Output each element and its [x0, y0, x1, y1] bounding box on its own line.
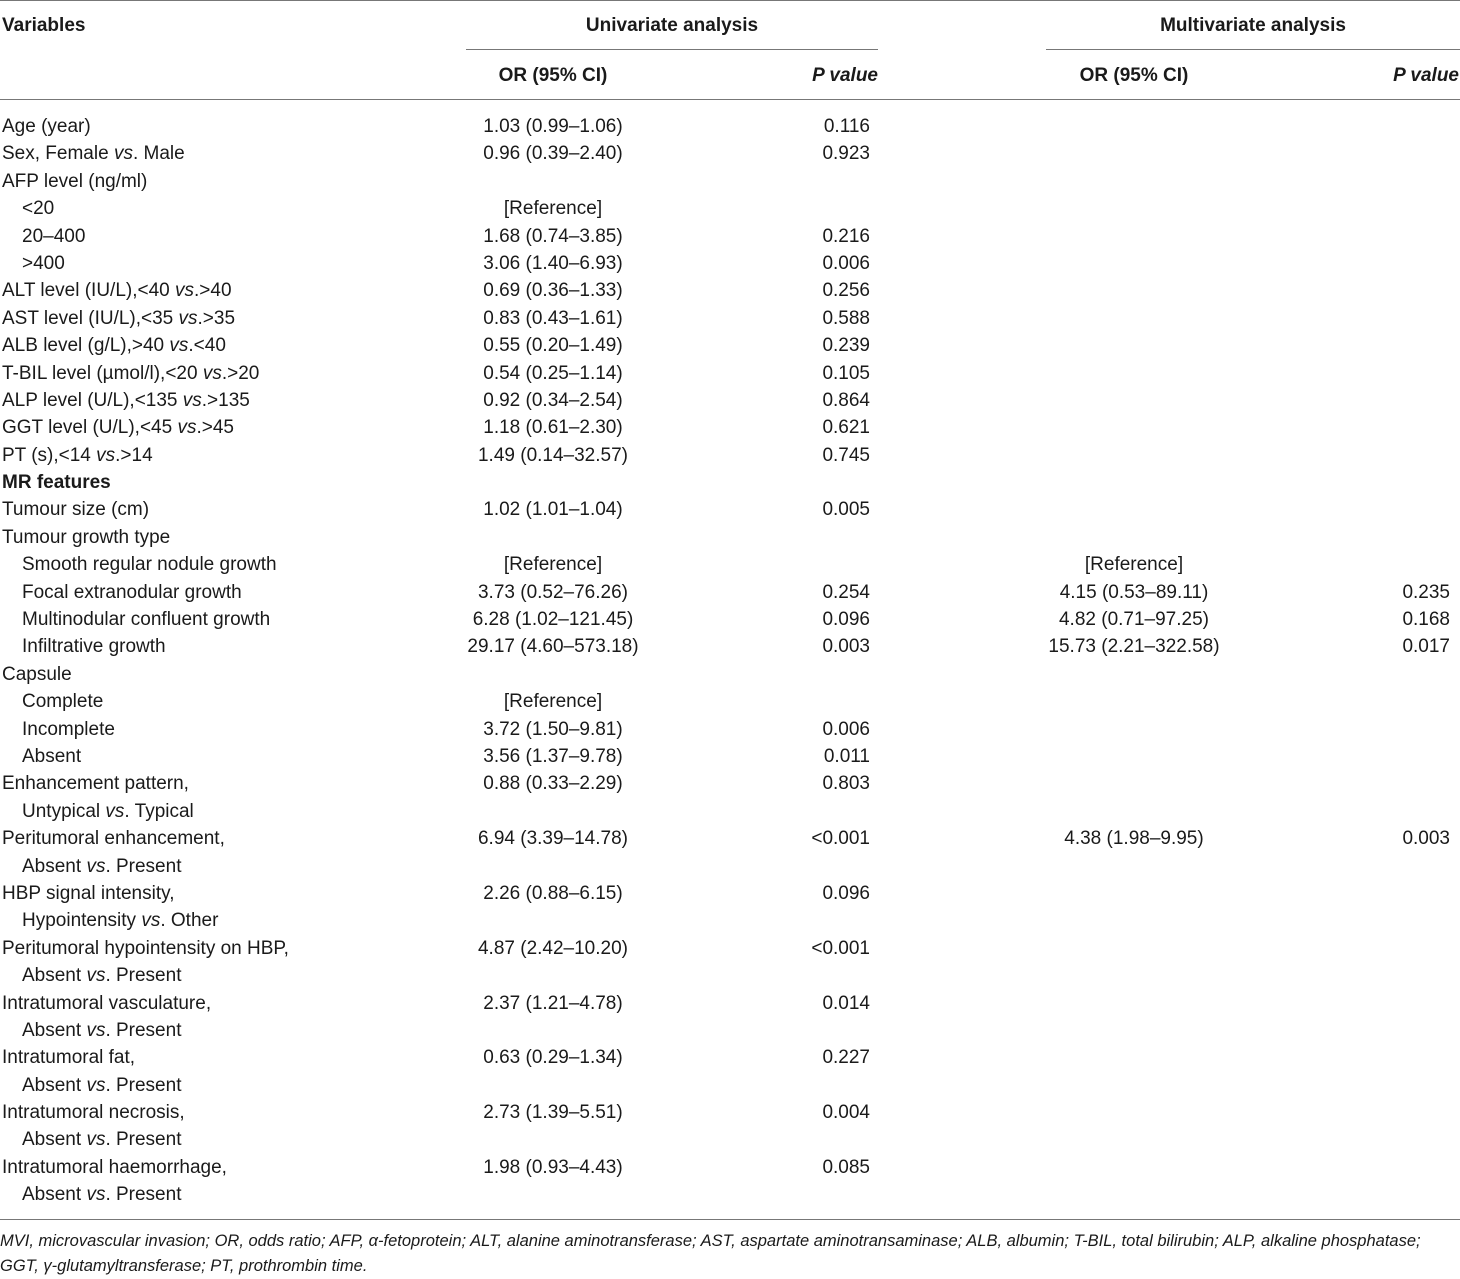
variable-cell: Absent vs. Present — [22, 965, 182, 987]
subheader-univariate-p-text: P value — [812, 65, 878, 86]
variable-cell: Age (year) — [2, 116, 91, 137]
table-row — [0, 524, 1460, 551]
univariate-or-cell: 3.73 (0.52–76.26) — [477, 581, 628, 603]
table-row — [0, 579, 1460, 606]
multivariate-p-cell: 0.017 — [1402, 636, 1450, 658]
table-row — [0, 688, 1460, 715]
univariate-or-cell: 1.18 (0.61–2.30) — [483, 417, 623, 439]
univariate-or-cell: 0.96 (0.39–2.40) — [483, 143, 623, 165]
table-row — [0, 743, 1460, 770]
table-row — [0, 962, 1460, 989]
multivariate-p-cell: 0.235 — [1402, 581, 1450, 603]
table-row — [0, 223, 1460, 250]
table-row — [0, 496, 1460, 523]
univariate-or-cell: 0.54 (0.25–1.14) — [483, 362, 623, 384]
table-footnote: MVI, microvascular invasion; OR, odds ratio; AFP, α-fetoprotein; ALT, alanine aminotransferase; AST, aspartate aminotransaminase; ALB, albumin; T-BIL, total bilirubin; ALP, alkaline phosphatase; GGT, γ-glutamyltransferase; PT, prothrombin time. — [0, 1232, 1421, 1275]
multivariate-or-cell: 15.73 (2.21–322.58) — [1048, 636, 1220, 658]
subheader-multivariate-or: OR (95% CI) — [1079, 65, 1189, 86]
subheader-univariate-p — [812, 65, 878, 87]
variable-cell: Enhancement pattern, — [2, 773, 189, 795]
univariate-p-cell: 0.923 — [822, 143, 870, 165]
variable-cell: AFP level (ng/ml) — [2, 170, 148, 192]
variable-cell: Intratumoral vasculature, — [2, 992, 212, 1014]
table-row — [0, 633, 1460, 660]
variable-cell: >400 — [22, 252, 65, 274]
multivariate-or-cell: 4.38 (1.98–9.95) — [1064, 828, 1204, 850]
variable-cell: Intratumoral necrosis, — [2, 1102, 185, 1124]
table-row — [0, 661, 1460, 688]
header-variables: Variables — [2, 15, 86, 36]
top-rule — [0, 0, 1460, 1]
univariate-p-cell: 0.085 — [822, 1156, 870, 1178]
univariate-p-cell: 0.227 — [822, 1047, 870, 1069]
table-row — [0, 853, 1460, 880]
univariate-p-cell: 0.005 — [822, 499, 870, 521]
variable-cell: Absent vs. Present — [22, 855, 182, 877]
univariate-or-cell: 3.06 (1.40–6.93) — [483, 252, 623, 274]
variable-cell: Absent vs. Present — [22, 1129, 182, 1151]
multivariate-rule — [1046, 49, 1460, 50]
variable-cell: Incomplete — [22, 718, 115, 740]
table-body — [0, 113, 1460, 1209]
variable-cell: 20–400 — [22, 225, 86, 247]
univariate-rule — [466, 49, 878, 50]
univariate-or-cell: [Reference] — [503, 691, 603, 713]
table-row — [0, 140, 1460, 167]
variable-cell: Tumour growth type — [2, 526, 171, 548]
univariate-p-cell: <0.001 — [811, 828, 870, 850]
variable-cell: Absent vs. Present — [22, 1074, 182, 1096]
univariate-p-cell: 0.621 — [822, 417, 870, 439]
univariate-or-cell: 6.94 (3.39–14.78) — [477, 828, 628, 850]
univariate-or-cell: 0.69 (0.36–1.33) — [483, 280, 623, 302]
header-bottom-rule — [0, 99, 1460, 100]
table-row — [0, 1181, 1460, 1208]
variable-cell: ALB level (g/L),>40 vs.<40 — [2, 335, 226, 357]
variable-cell: Absent — [22, 745, 82, 767]
subheader-univariate-or: OR (95% CI) — [498, 65, 608, 86]
multivariate-p-cell: 0.168 — [1402, 609, 1450, 631]
table-row — [0, 469, 1460, 496]
univariate-or-cell: 0.63 (0.29–1.34) — [483, 1047, 623, 1069]
univariate-p-cell: 0.116 — [823, 116, 870, 137]
table-row — [0, 1044, 1460, 1071]
table-row — [0, 716, 1460, 743]
univariate-p-cell: 0.745 — [822, 444, 870, 466]
variable-cell: Multinodular confluent growth — [22, 609, 271, 631]
subheader-multivariate-p — [1393, 65, 1459, 87]
univariate-or-cell: 1.02 (1.01–1.04) — [483, 499, 623, 521]
table-row — [0, 880, 1460, 907]
table-row — [0, 113, 1460, 140]
variable-cell: Tumour size (cm) — [2, 499, 150, 521]
univariate-p-cell: <0.001 — [811, 937, 870, 959]
variable-cell: HBP signal intensity, — [2, 882, 175, 904]
univariate-p-cell: 0.588 — [822, 307, 870, 329]
univariate-or-cell: 1.03 (0.99–1.06) — [483, 116, 623, 137]
bottom-rule — [0, 1219, 1460, 1220]
univariate-or-cell: 3.72 (1.50–9.81) — [483, 718, 623, 740]
variable-cell: Infiltrative growth — [22, 636, 166, 658]
univariate-p-cell: 0.239 — [822, 335, 870, 357]
multivariate-or-cell: 4.15 (0.53–89.11) — [1059, 581, 1209, 603]
variable-cell: Untypical vs. Typical — [22, 800, 194, 822]
univariate-p-cell: 0.006 — [822, 718, 870, 740]
multivariate-p-cell: 0.003 — [1402, 828, 1450, 850]
variable-cell: Focal extranodular growth — [22, 581, 242, 603]
univariate-or-cell: 1.49 (0.14–32.57) — [477, 444, 628, 466]
table-row — [0, 990, 1460, 1017]
univariate-p-cell: 0.105 — [822, 362, 870, 384]
univariate-p-cell: 0.254 — [822, 581, 870, 603]
table-row — [0, 277, 1460, 304]
univariate-p-cell: 0.011 — [823, 745, 870, 767]
variable-cell: AST level (IU/L),<35 vs.>35 — [2, 307, 236, 329]
table-row — [0, 606, 1460, 633]
variable-cell: Sex, Female vs. Male — [2, 143, 185, 165]
table-row — [0, 1154, 1460, 1181]
univariate-or-cell: 2.73 (1.39–5.51) — [483, 1102, 623, 1124]
table-row — [0, 332, 1460, 359]
table-row — [0, 551, 1460, 578]
table-row — [0, 935, 1460, 962]
variable-cell: T-BIL level (µmol/l),<20 vs.>20 — [2, 362, 260, 384]
variable-cell: Capsule — [2, 663, 72, 685]
univariate-p-cell: 0.864 — [822, 389, 870, 411]
variable-cell: ALT level (IU/L),<40 vs.>40 — [2, 280, 232, 302]
variable-cell: Intratumoral fat, — [2, 1047, 136, 1069]
univariate-or-cell: 0.55 (0.20–1.49) — [483, 335, 623, 357]
variable-cell: Absent vs. Present — [22, 1184, 182, 1206]
variable-cell: Absent vs. Present — [22, 1019, 182, 1041]
univariate-or-cell: 0.83 (0.43–1.61) — [483, 307, 623, 329]
univariate-or-cell: 6.28 (1.02–121.45) — [472, 609, 634, 631]
header-multivariate: Multivariate analysis — [1160, 15, 1346, 36]
univariate-or-cell: [Reference] — [503, 554, 603, 576]
variable-cell: Hypointensity vs. Other — [22, 910, 219, 932]
multivariate-or-cell: 4.82 (0.71–97.25) — [1058, 609, 1209, 631]
header-univariate: Univariate analysis — [585, 15, 759, 36]
subheader-multivariate-p-text: P value — [1393, 65, 1459, 86]
univariate-or-cell: 1.68 (0.74–3.85) — [483, 225, 623, 247]
table-row — [0, 442, 1460, 469]
univariate-p-cell: 0.256 — [822, 280, 870, 302]
multivariate-or-cell: [Reference] — [1084, 554, 1184, 576]
univariate-or-cell: 2.37 (1.21–4.78) — [483, 992, 623, 1014]
univariate-or-cell: [Reference] — [503, 198, 603, 220]
variable-cell: Smooth regular nodule growth — [22, 554, 277, 576]
variable-cell: MR features — [2, 472, 111, 494]
variable-cell: Peritumoral hypointensity on HBP, — [2, 937, 289, 959]
table-row — [0, 1017, 1460, 1044]
univariate-p-cell: 0.004 — [822, 1102, 870, 1124]
table-row — [0, 907, 1460, 934]
univariate-p-cell: 0.003 — [822, 636, 870, 658]
univariate-p-cell: 0.014 — [822, 992, 870, 1014]
univariate-p-cell: 0.803 — [822, 773, 870, 795]
variable-cell: <20 — [22, 198, 55, 220]
table-row — [0, 825, 1460, 852]
table-row — [0, 1072, 1460, 1099]
table-row — [0, 1099, 1460, 1126]
table-row — [0, 1126, 1460, 1153]
table-row — [0, 798, 1460, 825]
table-row — [0, 387, 1460, 414]
table-row — [0, 250, 1460, 277]
variable-cell: ALP level (U/L),<135 vs.>135 — [2, 389, 250, 411]
univariate-p-cell: 0.006 — [822, 252, 870, 274]
variable-cell: Peritumoral enhancement, — [2, 828, 225, 850]
univariate-or-cell: 3.56 (1.37–9.78) — [483, 745, 623, 767]
univariate-p-cell: 0.096 — [822, 609, 870, 631]
table-row — [0, 770, 1460, 797]
table-row — [0, 360, 1460, 387]
univariate-p-cell: 0.096 — [822, 882, 870, 904]
univariate-or-cell: 2.26 (0.88–6.15) — [483, 882, 623, 904]
univariate-or-cell: 1.98 (0.93–4.43) — [483, 1156, 623, 1178]
table-row — [0, 195, 1460, 222]
univariate-or-cell: 4.87 (2.42–10.20) — [477, 937, 628, 959]
table-row — [0, 305, 1460, 332]
table-row — [0, 168, 1460, 195]
table-row — [0, 414, 1460, 441]
variable-cell: Complete — [22, 691, 104, 713]
variable-cell: Intratumoral haemorrhage, — [2, 1156, 227, 1178]
univariate-or-cell: 29.17 (4.60–573.18) — [467, 636, 639, 658]
univariate-p-cell: 0.216 — [822, 225, 870, 247]
variable-cell: GGT level (U/L),<45 vs.>45 — [2, 417, 234, 439]
variable-cell: PT (s),<14 vs.>14 — [2, 444, 153, 466]
univariate-or-cell: 0.88 (0.33–2.29) — [483, 773, 623, 795]
univariate-or-cell: 0.92 (0.34–2.54) — [483, 389, 623, 411]
